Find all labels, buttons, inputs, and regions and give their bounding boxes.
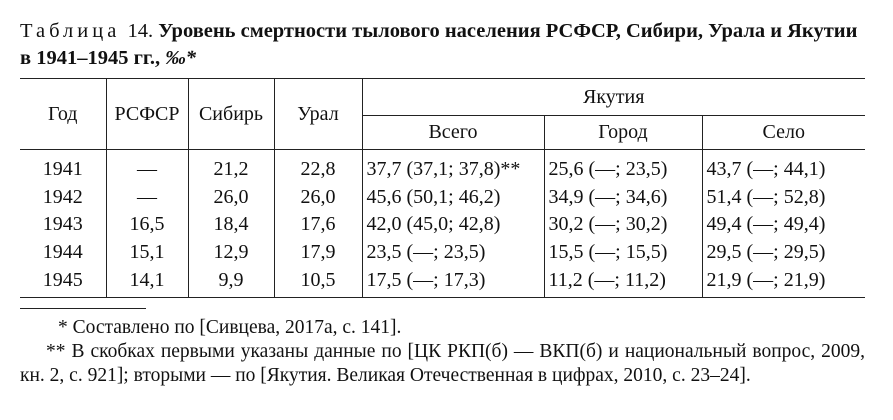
- cell-year: 1944: [42, 241, 83, 264]
- cell-ural: 17,6: [274, 211, 362, 239]
- cell-rsfsr: 16,5: [106, 211, 188, 239]
- table-row: [20, 150, 865, 184]
- cell-rsfsr: —: [106, 150, 188, 184]
- cell-total: 42,0 (45,0; 42,8): [362, 211, 544, 239]
- footnote-divider: [20, 308, 146, 309]
- cell-rsfsr: 15,1: [106, 239, 188, 267]
- cell-year: 1945: [20, 266, 106, 297]
- cell-city: 11,2 (—; 11,2): [544, 266, 702, 297]
- table-row: [20, 184, 865, 212]
- cell-total: 45,6 (50,1; 46,2): [362, 184, 544, 212]
- cell-siberia: 26,0: [188, 184, 274, 212]
- cell-ural: 26,0: [274, 184, 362, 212]
- cell-city: 30,2 (—; 30,2): [544, 211, 702, 239]
- table-row: [20, 211, 865, 239]
- header-city: Город: [544, 116, 702, 150]
- cell-village: 49,4 (—; 49,4): [702, 211, 865, 239]
- table-title: Уровень смертности тылового населения РСФСР, Сибири, Урала и Якутии в 1941–1945 гг.,: [20, 20, 858, 69]
- cell-ural: 10,5: [274, 266, 362, 297]
- footnote-1: * Составлено по [Сивцева, 2017а, с. 141].: [58, 317, 402, 338]
- header-yakutia: Якутия: [362, 79, 865, 116]
- cell-village: 21,9 (—; 21,9): [702, 266, 865, 297]
- header-siberia: Сибирь: [188, 79, 274, 150]
- header-ural: Урал: [274, 79, 362, 150]
- cell-ural: 22,8: [274, 150, 362, 184]
- cell-city: 34,9 (—; 34,6): [544, 184, 702, 212]
- cell-village: 43,7 (—; 44,1): [702, 150, 865, 184]
- cell-city: 25,6 (—; 23,5): [544, 150, 702, 184]
- cell-year: 1941: [42, 158, 83, 181]
- table-row: [20, 239, 865, 267]
- header-year: Год: [20, 79, 106, 150]
- cell-rsfsr: —: [106, 184, 188, 212]
- footnotes: [20, 316, 865, 388]
- header-total: Всего: [362, 116, 544, 150]
- cell-year: 1942: [42, 185, 83, 208]
- cell-year: 1943: [42, 213, 83, 236]
- mortality-table: [20, 78, 865, 298]
- cell-rsfsr: 14,1: [106, 266, 188, 297]
- cell-village: 29,5 (—; 29,5): [702, 239, 865, 267]
- table-unit: ‰*: [165, 47, 197, 69]
- header-rsfsr: РСФСР: [106, 79, 188, 150]
- footnote-2: ** В скобках первыми указаны данные по [ЦК РКП(б) — ВКП(б) и национальный вопрос, 2009, кн. 2, с. 921]; вторыми — по [Якутия. Великая Отечественная в цифрах, 2010, с. 23–24].: [20, 341, 865, 386]
- table-row: [20, 266, 865, 297]
- table-number: 14.: [127, 20, 154, 42]
- cell-total: 37,7 (37,1; 37,8)**: [362, 150, 544, 184]
- header-village: Село: [702, 116, 865, 150]
- cell-siberia: 21,2: [188, 150, 274, 184]
- table-caption: [20, 18, 865, 72]
- cell-city: 15,5 (—; 15,5): [544, 239, 702, 267]
- cell-siberia: 18,4: [188, 211, 274, 239]
- cell-siberia: 12,9: [188, 239, 274, 267]
- cell-village: 51,4 (—; 52,8): [702, 184, 865, 212]
- table-body: [20, 150, 865, 298]
- table-label: Таблица: [20, 20, 121, 42]
- cell-ural: 17,9: [274, 239, 362, 267]
- cell-total: 17,5 (—; 17,3): [362, 266, 544, 297]
- cell-total: 23,5 (—; 23,5): [362, 239, 544, 267]
- cell-siberia: 9,9: [188, 266, 274, 297]
- table-header: [20, 79, 865, 150]
